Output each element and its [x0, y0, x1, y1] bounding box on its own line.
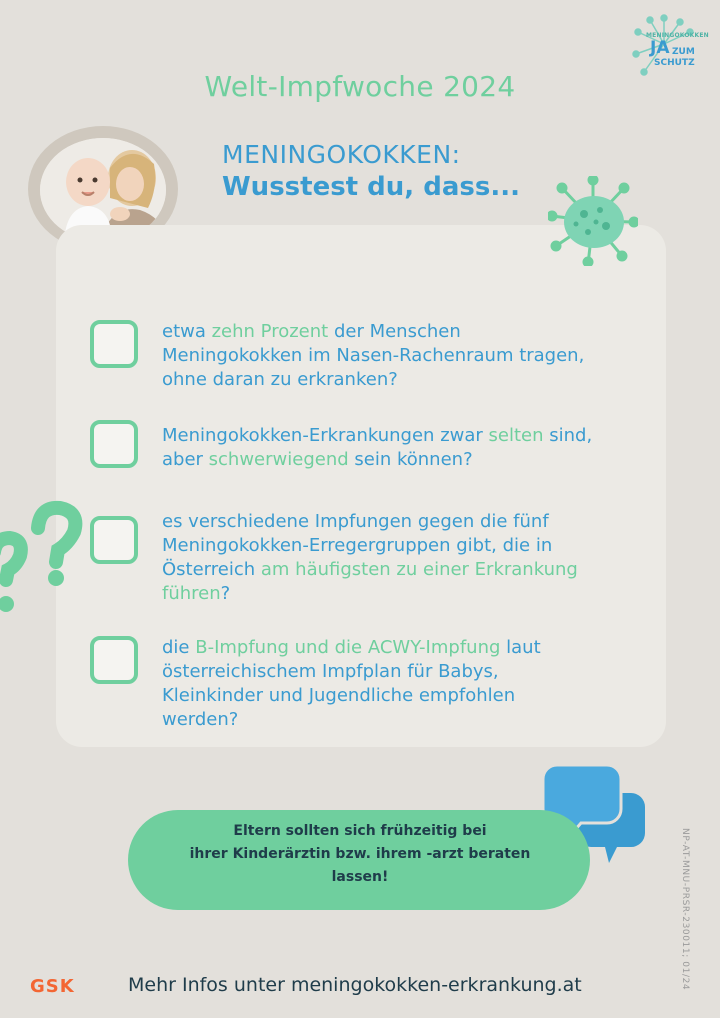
text-line: [162, 368, 584, 392]
virus-icon: [548, 176, 638, 266]
body-text: laut: [500, 637, 541, 658]
body-text: Meningokokken-Erregergruppen gibt, die in: [162, 535, 553, 556]
advice-line-1: Eltern sollten sich frühzeitig bei: [233, 823, 487, 839]
text-line: [162, 424, 592, 448]
text-line: [162, 660, 541, 684]
text-line: [162, 558, 578, 582]
body-text: ?: [220, 583, 231, 604]
highlight-text: zehn Prozent: [211, 321, 329, 342]
text-line: [162, 534, 578, 558]
highlight-text: B-Impfung und die ACWY-Impfung: [195, 637, 501, 658]
text-line: [162, 344, 584, 368]
heading-question: Wusstest du, dass...: [222, 172, 520, 202]
logo-text-ja: JA: [650, 38, 670, 58]
logo-text-zum: ZUM: [672, 47, 695, 57]
advice-line-2: ihrer Kinderärztin bzw. ihrem -arzt beraten: [189, 846, 531, 862]
body-text: sein können?: [348, 449, 473, 470]
footer-link-text[interactable]: Mehr Infos unter meningokokken-erkrankung.at: [128, 974, 582, 996]
heading-meningokokken: MENINGOKOKKEN:: [222, 140, 461, 169]
body-text: Kleinkinder und Jugendliche empfohlen: [162, 685, 516, 706]
body-text: Österreich: [162, 559, 261, 580]
quiz-item-3-text: [162, 510, 578, 606]
body-text: der Menschen: [328, 321, 461, 342]
body-text: aber: [162, 449, 209, 470]
text-line: [162, 636, 541, 660]
text-line: [162, 684, 541, 708]
logo-text-schutz: SCHUTZ: [654, 58, 695, 68]
text-line: [162, 510, 578, 534]
body-text: werden?: [162, 709, 239, 730]
question-marks-icon: [0, 500, 96, 630]
page-title: Welt-Impfwoche 2024: [204, 70, 516, 103]
gsk-logo: GSK: [30, 976, 75, 997]
checkbox-1[interactable]: [90, 320, 138, 368]
document-code: NP-AT-MNU-PRSR-230011; 01/24: [680, 828, 690, 991]
quiz-item-1-text: [162, 320, 584, 392]
text-line: [162, 708, 541, 732]
highlight-text: führen: [162, 583, 221, 604]
body-text: es verschiedene Impfungen gegen die fünf: [162, 511, 549, 532]
text-line: [162, 320, 584, 344]
checkbox-3[interactable]: [90, 516, 138, 564]
quiz-item-4-text: [162, 636, 541, 732]
advice-text: [150, 820, 570, 889]
checkbox-2[interactable]: [90, 420, 138, 468]
highlight-text: selten: [488, 425, 544, 446]
body-text: etwa: [162, 321, 212, 342]
highlight-text: schwerwiegend: [208, 449, 349, 470]
text-line: [162, 448, 592, 472]
body-text: österreichischem Impfplan für Babys,: [162, 661, 499, 682]
campaign-logo: [628, 14, 708, 76]
logo-text-meningokokken: MENINGOKOKKEN: [646, 32, 709, 39]
body-text: Meningokokken-Erkrankungen zwar: [162, 425, 489, 446]
body-text: die: [162, 637, 196, 658]
quiz-item-2-text: [162, 424, 592, 472]
text-line: [162, 582, 578, 606]
body-text: ohne daran zu erkranken?: [162, 369, 398, 390]
advice-line-3: lassen!: [331, 869, 389, 885]
body-text: Meningokokken im Nasen-Rachenraum tragen,: [162, 345, 585, 366]
body-text: sind,: [543, 425, 593, 446]
checkbox-4[interactable]: [90, 636, 138, 684]
highlight-text: am häufigsten zu einer Erkrankung: [260, 559, 578, 580]
